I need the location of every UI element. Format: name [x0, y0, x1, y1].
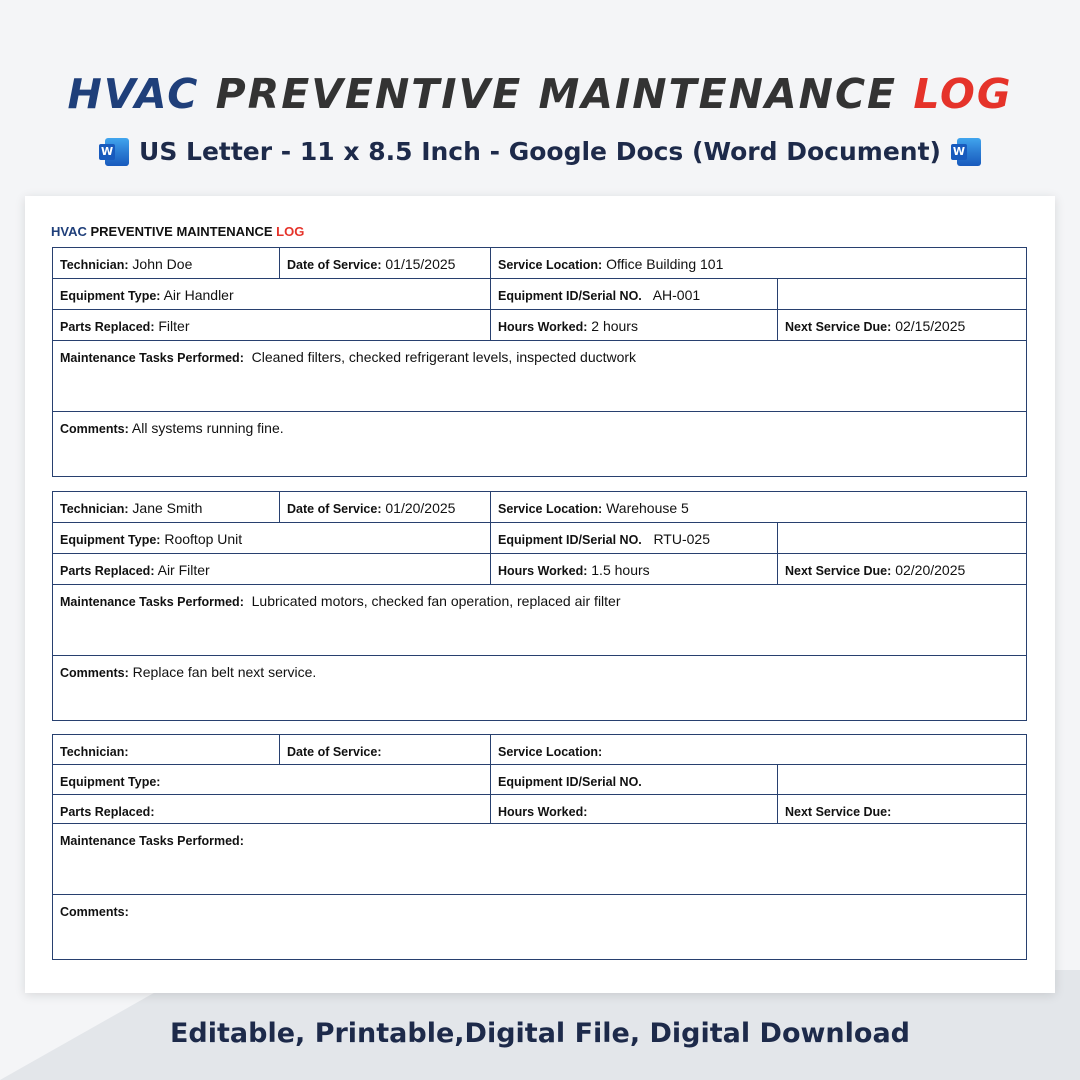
- log-entry: [52, 734, 1027, 960]
- equipment-id-value: RTU-025: [653, 531, 710, 547]
- equipment-id-value: AH-001: [652, 287, 701, 303]
- next-due-cell: Next Service Due:: [785, 805, 892, 819]
- parts-cell: Parts Replaced: Air Filter: [53, 554, 491, 584]
- tasks-cell: Maintenance Tasks Performed: Lubricated motors, checked fan operation, replaced air filter: [60, 593, 621, 609]
- tasks-value: Lubricated motors, checked fan operation, replaced air filter: [251, 593, 621, 609]
- location-value: Warehouse 5: [606, 500, 689, 516]
- parts-cell: Parts Replaced: Filter: [53, 310, 491, 340]
- next-due-value: 02/15/2025: [895, 318, 966, 334]
- date-value: 01/20/2025: [385, 500, 456, 516]
- tasks-value: Cleaned filters, checked refrigerant levels, inspected ductwork: [251, 349, 637, 365]
- equipment-id-cell: Equipment ID/Serial NO. AH-001: [491, 279, 778, 309]
- location-cell: Service Location:: [498, 745, 603, 759]
- technician-value: Jane Smith: [132, 500, 203, 516]
- location-value: Office Building 101: [606, 256, 724, 272]
- title-log: LOG: [913, 70, 1013, 118]
- date-cell: Date of Service: 01/20/2025: [280, 492, 491, 522]
- location-cell: Service Location: Office Building 101: [498, 256, 724, 272]
- technician-cell: Technician: Jane Smith: [53, 492, 280, 522]
- subtitle-text: US Letter - 11 x 8.5 Inch - Google Docs (Word Document): [139, 137, 941, 166]
- technician-cell: Technician: John Doe: [53, 248, 280, 278]
- word-doc-icon: W: [99, 138, 129, 166]
- comments-value: All systems running fine.: [131, 420, 284, 436]
- date-cell: Date of Service:: [280, 735, 491, 764]
- comments-cell: Comments:: [60, 905, 129, 919]
- document-title: HVAC PREVENTIVE MAINTENANCE LOG: [51, 224, 305, 239]
- page-title: [0, 70, 1080, 118]
- equipment-id-cell: Equipment ID/Serial NO. RTU-025: [491, 523, 778, 553]
- equipment-id-cell: Equipment ID/Serial NO.: [491, 765, 778, 794]
- hours-value: 1.5 hours: [591, 562, 650, 578]
- hours-value: 2 hours: [591, 318, 638, 334]
- subtitle: [0, 137, 1080, 166]
- parts-cell: Parts Replaced:: [53, 795, 491, 823]
- equipment-type-cell: Equipment Type: Air Handler: [53, 279, 491, 309]
- comments-cell: Comments: All systems running fine.: [60, 420, 284, 436]
- parts-value: Air Filter: [157, 562, 210, 578]
- title-hvac: HVAC: [67, 70, 200, 118]
- technician-cell: Technician:: [53, 735, 280, 764]
- parts-value: Filter: [158, 318, 190, 334]
- blank-cell: [778, 279, 1026, 309]
- hours-cell: Hours Worked: 2 hours: [491, 310, 778, 340]
- equipment-type-cell: Equipment Type: Rooftop Unit: [53, 523, 491, 553]
- technician-value: John Doe: [132, 256, 193, 272]
- location-cell: Service Location: Warehouse 5: [498, 500, 689, 516]
- word-doc-icon: W: [951, 138, 981, 166]
- comments-cell: Comments: Replace fan belt next service.: [60, 664, 317, 680]
- hours-cell: Hours Worked:: [491, 795, 778, 823]
- blank-cell: [778, 523, 1026, 553]
- log-entry: [52, 491, 1027, 721]
- log-entry: [52, 247, 1027, 477]
- document-page: [25, 196, 1055, 993]
- date-cell: Date of Service: 01/15/2025: [280, 248, 491, 278]
- title-middle: PREVENTIVE MAINTENANCE: [215, 70, 898, 118]
- blank-cell: [778, 765, 1026, 794]
- equipment-type-value: Air Handler: [163, 287, 234, 303]
- comments-value: Replace fan belt next service.: [132, 664, 317, 680]
- equipment-type-value: Rooftop Unit: [164, 531, 243, 547]
- tasks-cell: Maintenance Tasks Performed:: [60, 834, 244, 848]
- hours-cell: Hours Worked: 1.5 hours: [491, 554, 778, 584]
- date-value: 01/15/2025: [385, 256, 456, 272]
- equipment-type-cell: Equipment Type:: [53, 765, 491, 794]
- next-due-value: 02/20/2025: [895, 562, 966, 578]
- footer-tagline: Editable, Printable,Digital File, Digital Download: [169, 1018, 911, 1049]
- next-due-cell: Next Service Due: 02/15/2025: [785, 318, 966, 334]
- tasks-cell: Maintenance Tasks Performed: Cleaned filters, checked refrigerant levels, inspected ductwork: [60, 349, 637, 365]
- next-due-cell: Next Service Due: 02/20/2025: [785, 562, 966, 578]
